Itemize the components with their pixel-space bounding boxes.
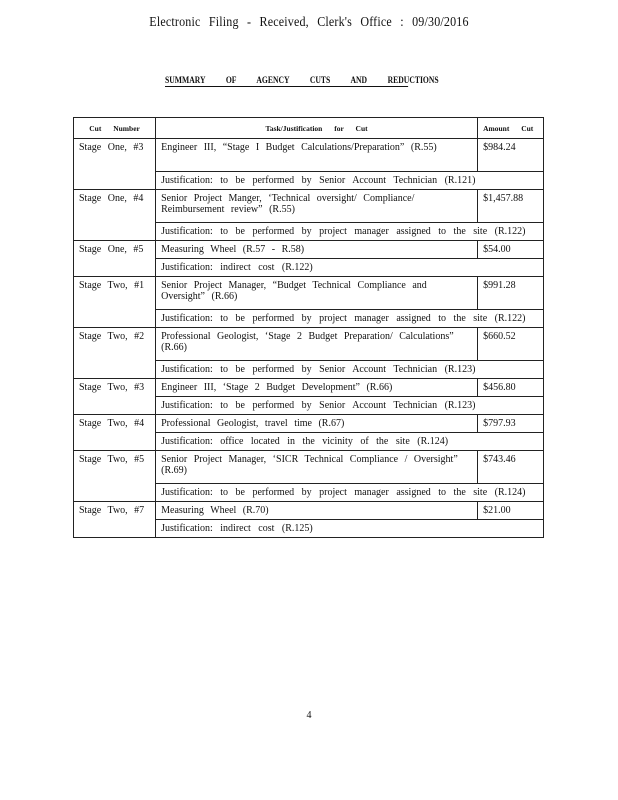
justification-cell: Justification: indirect cost (R.125) xyxy=(156,520,544,538)
task-cell: Measuring Wheel (R.70) xyxy=(156,502,478,520)
task-cell: Professional Geologist, ‘Stage 2 Budget Preparation/ Calculations” (R.66) xyxy=(156,328,478,361)
justification-cell: Justification: to be performed by Senior Account Technician (R.123) xyxy=(156,361,544,379)
justification-cell: Justification: to be performed by Senior Account Technician (R.123) xyxy=(156,397,544,415)
amount-cell: $54.00 xyxy=(478,241,544,259)
amount-cell: $660.52 xyxy=(478,328,544,361)
amount-cell: $743.46 xyxy=(478,451,544,484)
amount-cell: $456.80 xyxy=(478,379,544,397)
filing-header: Electronic Filing - Received, Clerk's Office : 09/30/2016 xyxy=(149,15,469,30)
task-cell: Engineer III, “Stage I Budget Calculations/Preparation” (R.55) xyxy=(156,139,478,172)
cut-number-cell: Stage One, #5 xyxy=(74,241,156,277)
cut-number-cell: Stage Two, #5 xyxy=(74,451,156,502)
task-cell: Senior Project Manager, ‘SICR Technical Compliance / Oversight” (R.69) xyxy=(156,451,478,484)
task-cell: Senior Project Manager, “Budget Technical Compliance and Oversight” (R.66) xyxy=(156,277,478,310)
table-row xyxy=(74,190,544,223)
table-row xyxy=(74,241,544,259)
table-row xyxy=(74,328,544,361)
cut-number-cell: Stage One, #4 xyxy=(74,190,156,241)
table-header-row xyxy=(74,118,544,139)
task-cell: Measuring Wheel (R.57 - R.58) xyxy=(156,241,478,259)
cut-number-cell: Stage Two, #3 xyxy=(74,379,156,415)
header-cut-number: Cut Number xyxy=(74,118,156,139)
amount-cell: $797.93 xyxy=(478,415,544,433)
cuts-table xyxy=(73,117,544,538)
cut-number-cell: Stage Two, #4 xyxy=(74,415,156,451)
task-cell: Professional Geologist, travel time (R.67) xyxy=(156,415,478,433)
table-row xyxy=(74,415,544,433)
summary-title: SUMMARY OF AGENCY CUTS AND REDUCTIONS xyxy=(165,75,439,85)
page-number: 4 xyxy=(306,710,312,721)
justification-cell: Justification: to be performed by project manager assigned to the site (R.124) xyxy=(156,484,544,502)
cut-number-cell: Stage Two, #7 xyxy=(74,502,156,538)
task-cell: Engineer III, ‘Stage 2 Budget Development” (R.66) xyxy=(156,379,478,397)
amount-cell: $984.24 xyxy=(478,139,544,172)
justification-cell: Justification: to be performed by project manager assigned to the site (R.122) xyxy=(156,223,544,241)
justification-cell: Justification: office located in the vicinity of the site (R.124) xyxy=(156,433,544,451)
cut-number-cell: Stage Two, #1 xyxy=(74,277,156,328)
header-task: Task/Justification for Cut xyxy=(156,118,478,139)
table-row xyxy=(74,277,544,310)
task-cell: Senior Project Manger, ‘Technical oversight/ Compliance/ Reimbursement review” (R.55) xyxy=(156,190,478,223)
table-row xyxy=(74,379,544,397)
table-row xyxy=(74,139,544,172)
cut-number-cell: Stage One, #3 xyxy=(74,139,156,190)
table-row xyxy=(74,502,544,520)
amount-cell: $21.00 xyxy=(478,502,544,520)
justification-cell: Justification: indirect cost (R.122) xyxy=(156,259,544,277)
table-row xyxy=(74,451,544,484)
amount-cell: $991.28 xyxy=(478,277,544,310)
cut-number-cell: Stage Two, #2 xyxy=(74,328,156,379)
justification-cell: Justification: to be performed by Senior Account Technician (R.121) xyxy=(156,172,544,190)
justification-cell: Justification: to be performed by project manager assigned to the site (R.122) xyxy=(156,310,544,328)
header-amount: Amount Cut xyxy=(478,118,544,139)
amount-cell: $1,457.88 xyxy=(478,190,544,223)
